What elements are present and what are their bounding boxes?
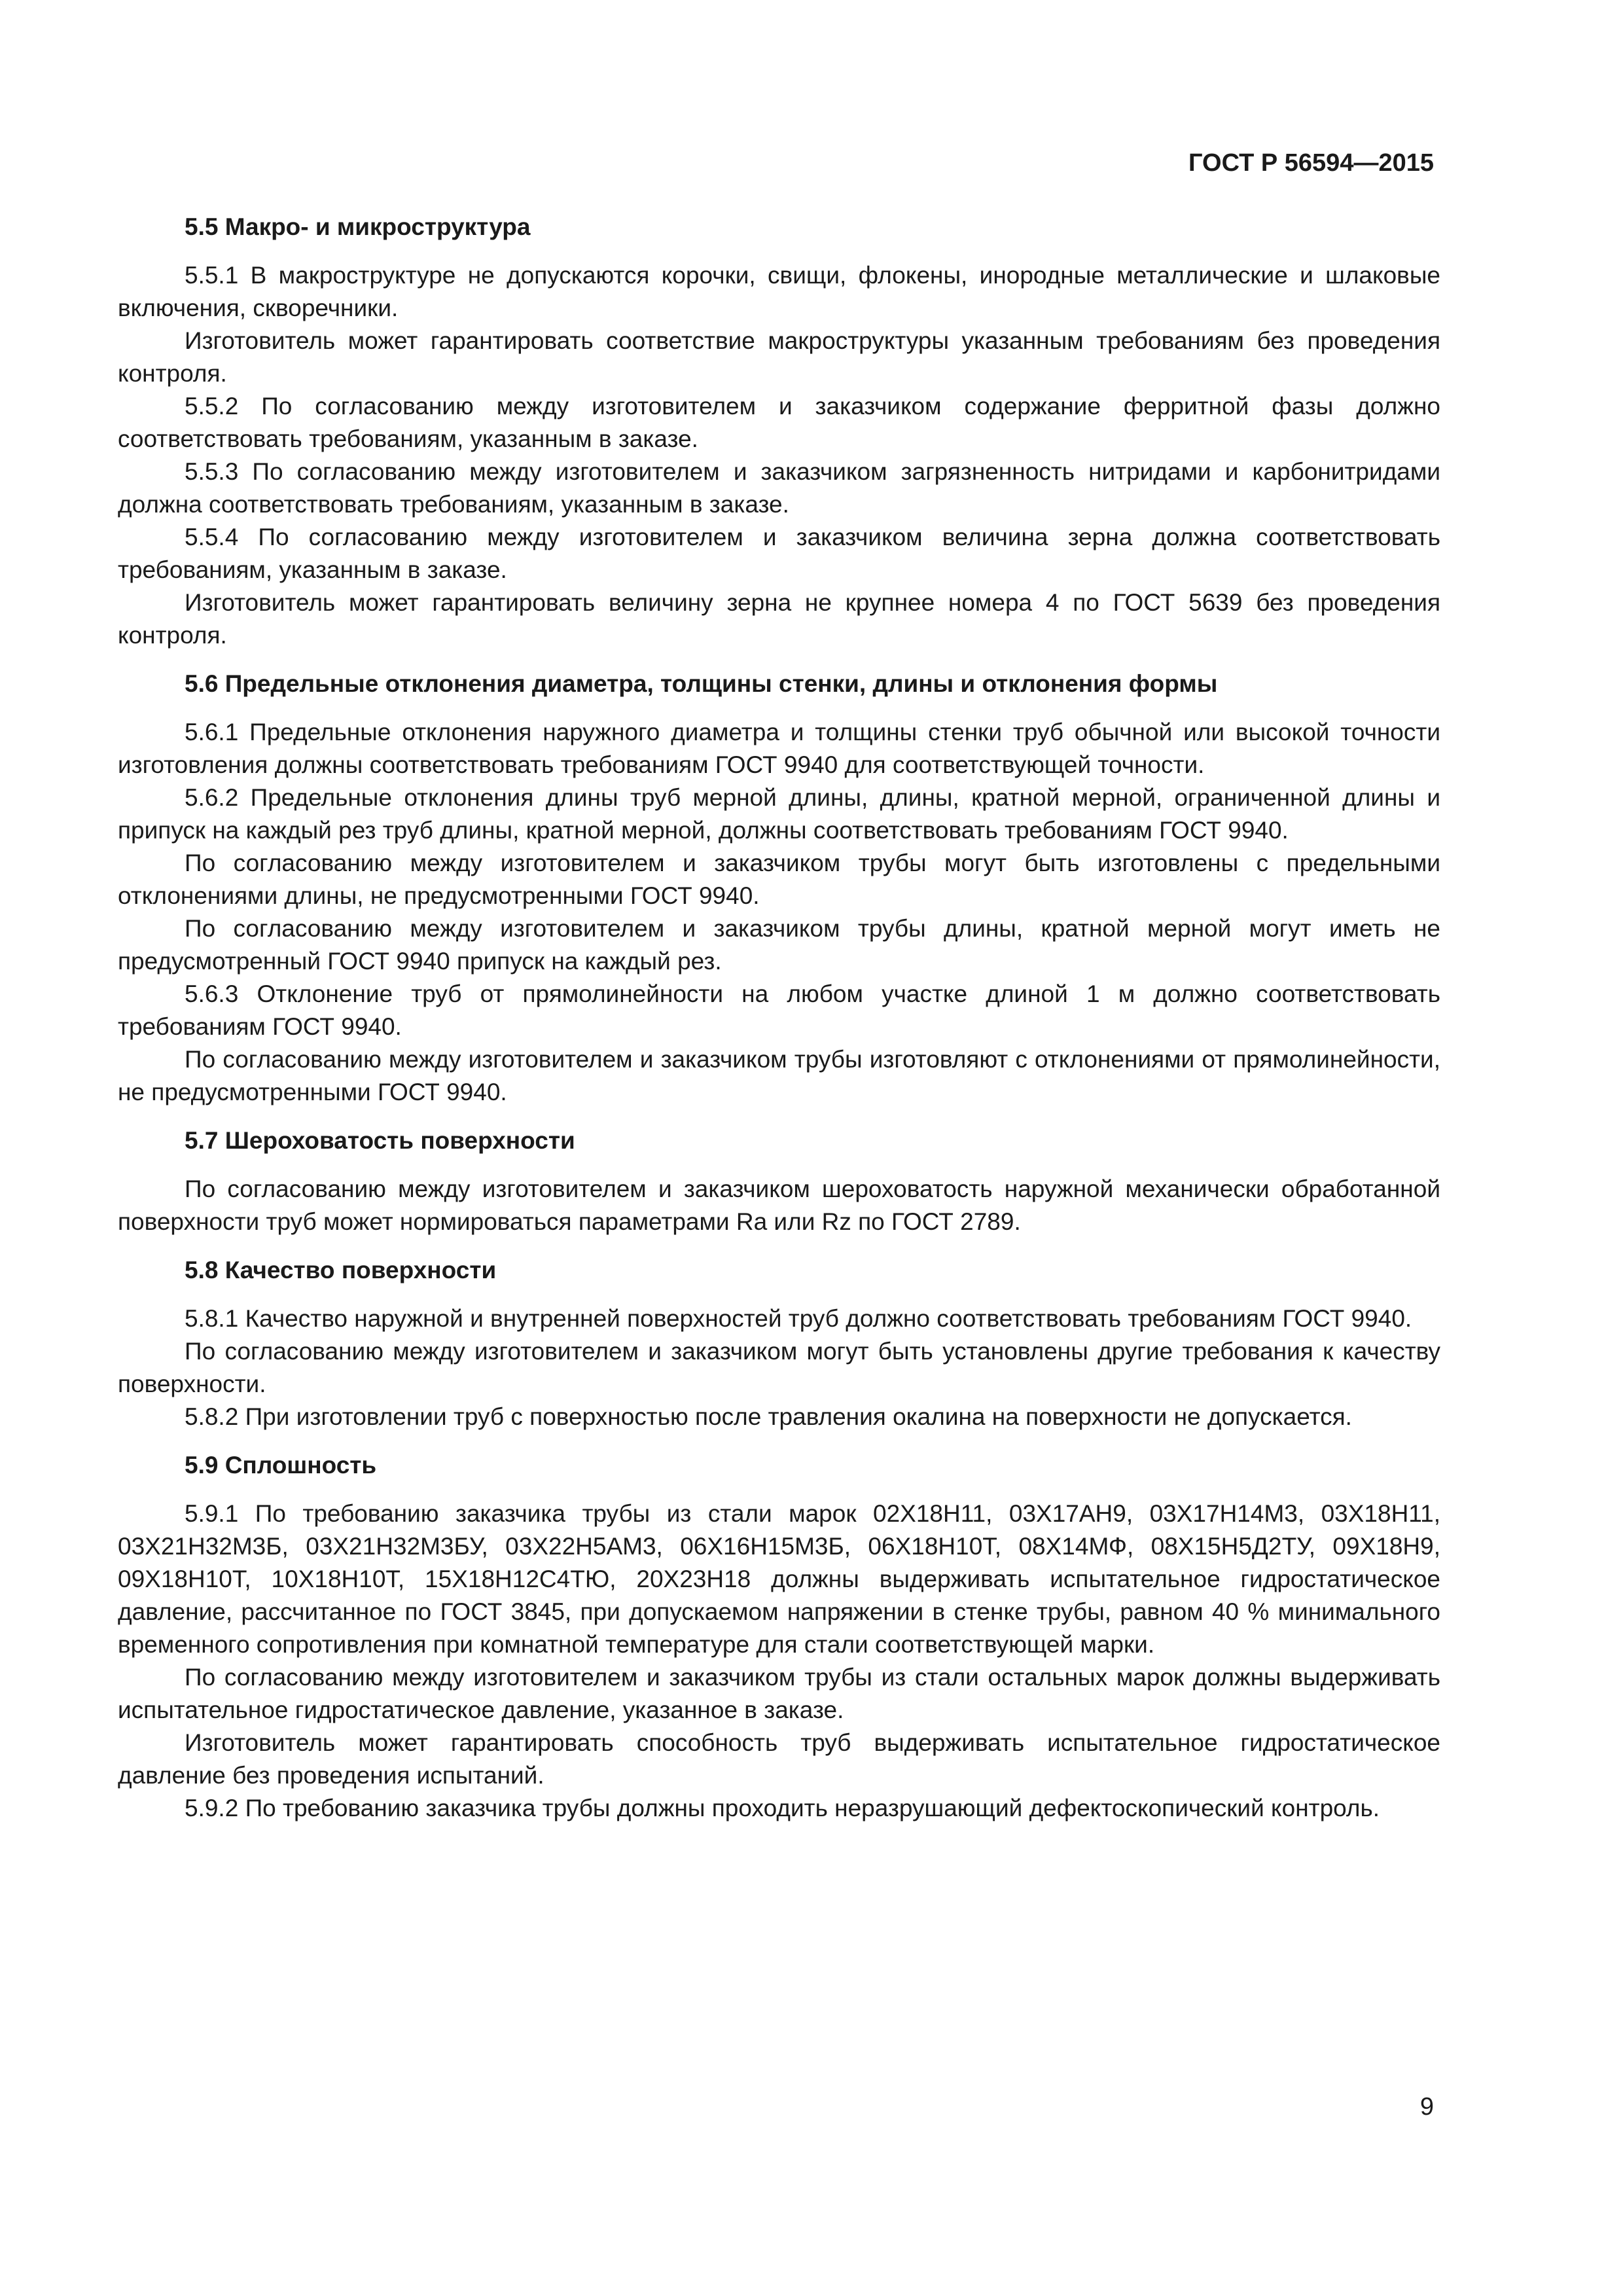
paragraph: Изготовитель может гарантировать соответствие макроструктуры указанным требованиям без проведения контроля. (118, 327, 1440, 387)
page-number: 9 (1419, 2093, 1434, 2121)
section-title: 5.7 Шероховатость поверхности (185, 1127, 575, 1154)
section-5-6 (118, 668, 1440, 1109)
document-body (118, 211, 1440, 1825)
paragraph: 5.5.1 В макроструктуре не допускаются корочки, свищи, флокены, инородные металлические и шлаковые включения, скворечники. (118, 262, 1440, 321)
paragraph: 5.8.2 При изготовлении труб с поверхностью после травления окалина на поверхности не допускается. (185, 1403, 1352, 1430)
paragraph: 5.9.2 По требованию заказчика трубы должны проходить неразрушающий дефектоскопический контроль. (185, 1795, 1380, 1821)
section-5-9 (118, 1449, 1440, 1825)
section-title: 5.5 Макро- и микроструктура (185, 213, 531, 240)
paragraph: 5.5.2 По согласованию между изготовителем и заказчиком содержание ферритной фазы должно соответствовать требованиям, указанным в заказе. (118, 393, 1440, 452)
paragraph: 5.5.3 По согласованию между изготовителем и заказчиком загрязненность нитридами и карбонитридами должна соответствовать требованиям, указанным в заказе. (118, 458, 1440, 518)
section-title: 5.9 Сплошность (185, 1452, 377, 1479)
paragraph: По согласованию между изготовителем и заказчиком могут быть установлены другие требования к качеству поверхности. (118, 1338, 1440, 1397)
paragraph: По согласованию между изготовителем и заказчиком шероховатость наружной механически обработанной поверхности труб может нормироваться параметрами Ra или Rz по ГОСТ 2789. (118, 1175, 1440, 1235)
paragraph: По согласованию между изготовителем и заказчиком трубы длины, кратной мерной могут иметь не предусмотренный ГОСТ 9940 припуск на каждый рез. (118, 915, 1440, 975)
paragraph: 5.5.4 По согласованию между изготовителем и заказчиком величина зерна должна соответствовать требованиям, указанным в заказе. (118, 524, 1440, 583)
section-5-5 (118, 211, 1440, 652)
paragraph: По согласованию между изготовителем и заказчиком трубы из стали остальных марок должны выдерживать испытательное гидростатическое давление, указанное в заказе. (118, 1664, 1440, 1723)
section-5-7 (118, 1124, 1440, 1238)
paragraph: По согласованию между изготовителем и заказчиком трубы изготовляют с отклонениями от прямолинейности, не предусмотренными ГОСТ 9940. (118, 1046, 1440, 1105)
paragraph: 5.9.1 По требованию заказчика трубы из стали марок 02Х18Н11, 03Х17АН9, 03Х17Н14М3, 03Х18Н11, 03Х21Н32М3Б, 03Х21Н32М3БУ, 03Х22Н5АМ3, 06Х16Н15М3Б, 06Х18Н10Т, 08Х14МФ, 08Х15Н5Д2ТУ, 09Х18Н9, 09Х18Н10Т, 10Х18Н10Т, 15Х18Н12С4ТЮ, 20Х23Н18 должны выдерживать испытательное гидростатическое давление, рассчитанное по ГОСТ 3845, при допускаемом напряжении в стенке трубы, равном 40 % минимального временного сопротивления при комнатной температуре для стали соответствующей марки. (118, 1500, 1440, 1658)
paragraph: 5.6.1 Предельные отклонения наружного диаметра и толщины стенки труб обычной или высокой точности изготовления должны соответствовать требованиям ГОСТ 9940 для соответствующей точности. (118, 719, 1440, 778)
paragraph: 5.6.2 Предельные отклонения длины труб мерной длины, длины, кратной мерной, ограниченной длины и припуск на каждый рез труб длины, кратной мерной, должны соответствовать требованиям ГОСТ 9940. (118, 784, 1440, 844)
section-5-8 (118, 1254, 1440, 1433)
standard-code-header: ГОСТ Р 56594—2015 (1188, 149, 1434, 177)
section-title: 5.8 Качество поверхности (185, 1257, 497, 1283)
paragraph: По согласованию между изготовителем и заказчиком трубы могут быть изготовлены с предельными отклонениями длины, не предусмотренными ГОСТ 9940. (118, 850, 1440, 909)
paragraph: Изготовитель может гарантировать величину зерна не крупнее номера 4 по ГОСТ 5639 без проведения контроля. (118, 589, 1440, 649)
section-title: 5.6 Предельные отклонения диаметра, толщины стенки, длины и отклонения формы (185, 670, 1218, 697)
paragraph: Изготовитель может гарантировать способность труб выдерживать испытательное гидростатическое давление без проведения испытаний. (118, 1729, 1440, 1789)
paragraph: 5.8.1 Качество наружной и внутренней поверхностей труб должно соответствовать требованиям ГОСТ 9940. (185, 1305, 1412, 1332)
paragraph: 5.6.3 Отклонение труб от прямолинейности на любом участке длиной 1 м должно соответствовать требованиям ГОСТ 9940. (118, 980, 1440, 1040)
